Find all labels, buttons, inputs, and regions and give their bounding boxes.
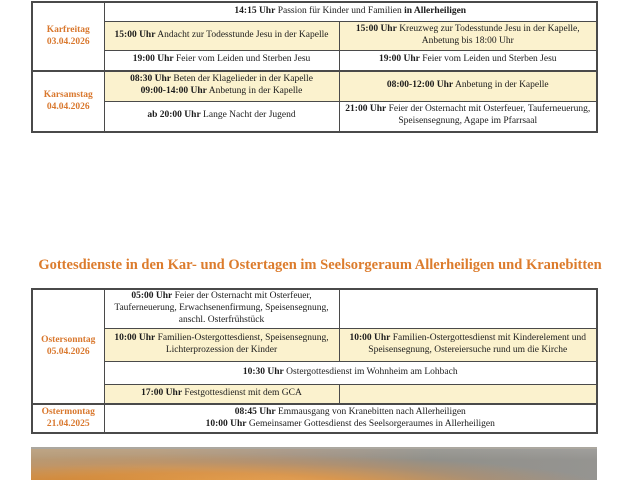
day-name: Karfreitag [46, 24, 90, 35]
day-name: Ostermontag [41, 406, 95, 417]
event-cell-leiden-rechts: 19:00 Uhr Feier vom Leiden und Sterben Jesu [339, 50, 597, 71]
event-cell-familien-rechts: 10:00 Uhr Familien-Ostergottesdienst mit Kinderelement und Speisensegnung, Ostereiersuche rund um die Kirche [339, 328, 597, 361]
day-name: Ostersonntag [41, 334, 96, 345]
event-cell-familien-links: 10:00 Uhr Familien-Ostergottesdienst, Speisensegnung, Lichterprozession der Kinder [104, 328, 339, 361]
sunset-sky-photo [31, 447, 597, 480]
day-name: Karsamstag [43, 89, 93, 100]
event-cell-klagelieder-anbetung: 08:30 Uhr Beten der Klagelieder in der Kapelle 09:00-14:00 Uhr Anbetung in der Kapelle [104, 71, 339, 101]
oster-days-schedule-table [31, 288, 598, 434]
event-cell-ostermontag: 08:45 Uhr Emmausgang von Kranebitten nach Allerheiligen 10:00 Uhr Gemeinsamer Gottesdienst des Seelsorgeraumes in Allerheiligen [104, 404, 597, 433]
event-cell-kreuzweg: 15:00 Uhr Kreuzweg zur Todesstunde Jesu in der Kapelle, Anbetung bis 18:00 Uhr [339, 21, 597, 50]
day-label-ostermontag [32, 404, 104, 433]
event-cell-leiden-links: 19:00 Uhr Feier vom Leiden und Sterben Jesu [104, 50, 339, 71]
day-date: 04.04.2026 [46, 101, 90, 112]
day-date: 05.04.2026 [46, 346, 90, 357]
day-label-karfreitag [32, 2, 104, 71]
event-cell-empty-1 [339, 289, 597, 328]
event-cell-anbetung-kranebitten: 08:00-12:00 Uhr Anbetung in der Kapelle [339, 71, 597, 101]
event-cell-andacht: 15:00 Uhr Andacht zur Todesstunde Jesu in der Kapelle [104, 21, 339, 50]
event-cell-osternacht-frueh: 05:00 Uhr Feier der Osternacht mit Osterfeuer, Tauferneuerung, Erwachsenenfirmung, Speisensegnung, anschl. Osterfrühstück [104, 289, 339, 328]
event-cell-empty-2 [339, 384, 597, 404]
event-cell-osternacht-kranebitten: 21:00 Uhr Feier der Osternacht mit Osterfeuer, Tauferneuerung, Speisensegnung, Agape im Pfarrsaal [339, 101, 597, 132]
page-title: Gottesdienste in den Kar- und Ostertagen im Seelsorgeraum Allerheiligen und Kranebitten [38, 257, 602, 273]
day-label-ostersonntag [32, 289, 104, 404]
event-cell-wohnheim: 10:30 Uhr Ostergottesdienst im Wohnheim am Lohbach [104, 361, 597, 384]
event-cell-gca: 17:00 Uhr Festgottesdienst mit dem GCA [104, 384, 339, 404]
day-label-karsamstag [32, 71, 104, 132]
kar-days-schedule-table [31, 1, 598, 133]
event-cell-passion: 14:15 Uhr Passion für Kinder und Familien in Allerheiligen [104, 2, 597, 21]
day-date: 21.04.2025 [46, 418, 90, 429]
event-cell-lange-nacht: ab 20:00 Uhr Lange Nacht der Jugend [104, 101, 339, 132]
day-date: 03.04.2026 [46, 36, 90, 47]
